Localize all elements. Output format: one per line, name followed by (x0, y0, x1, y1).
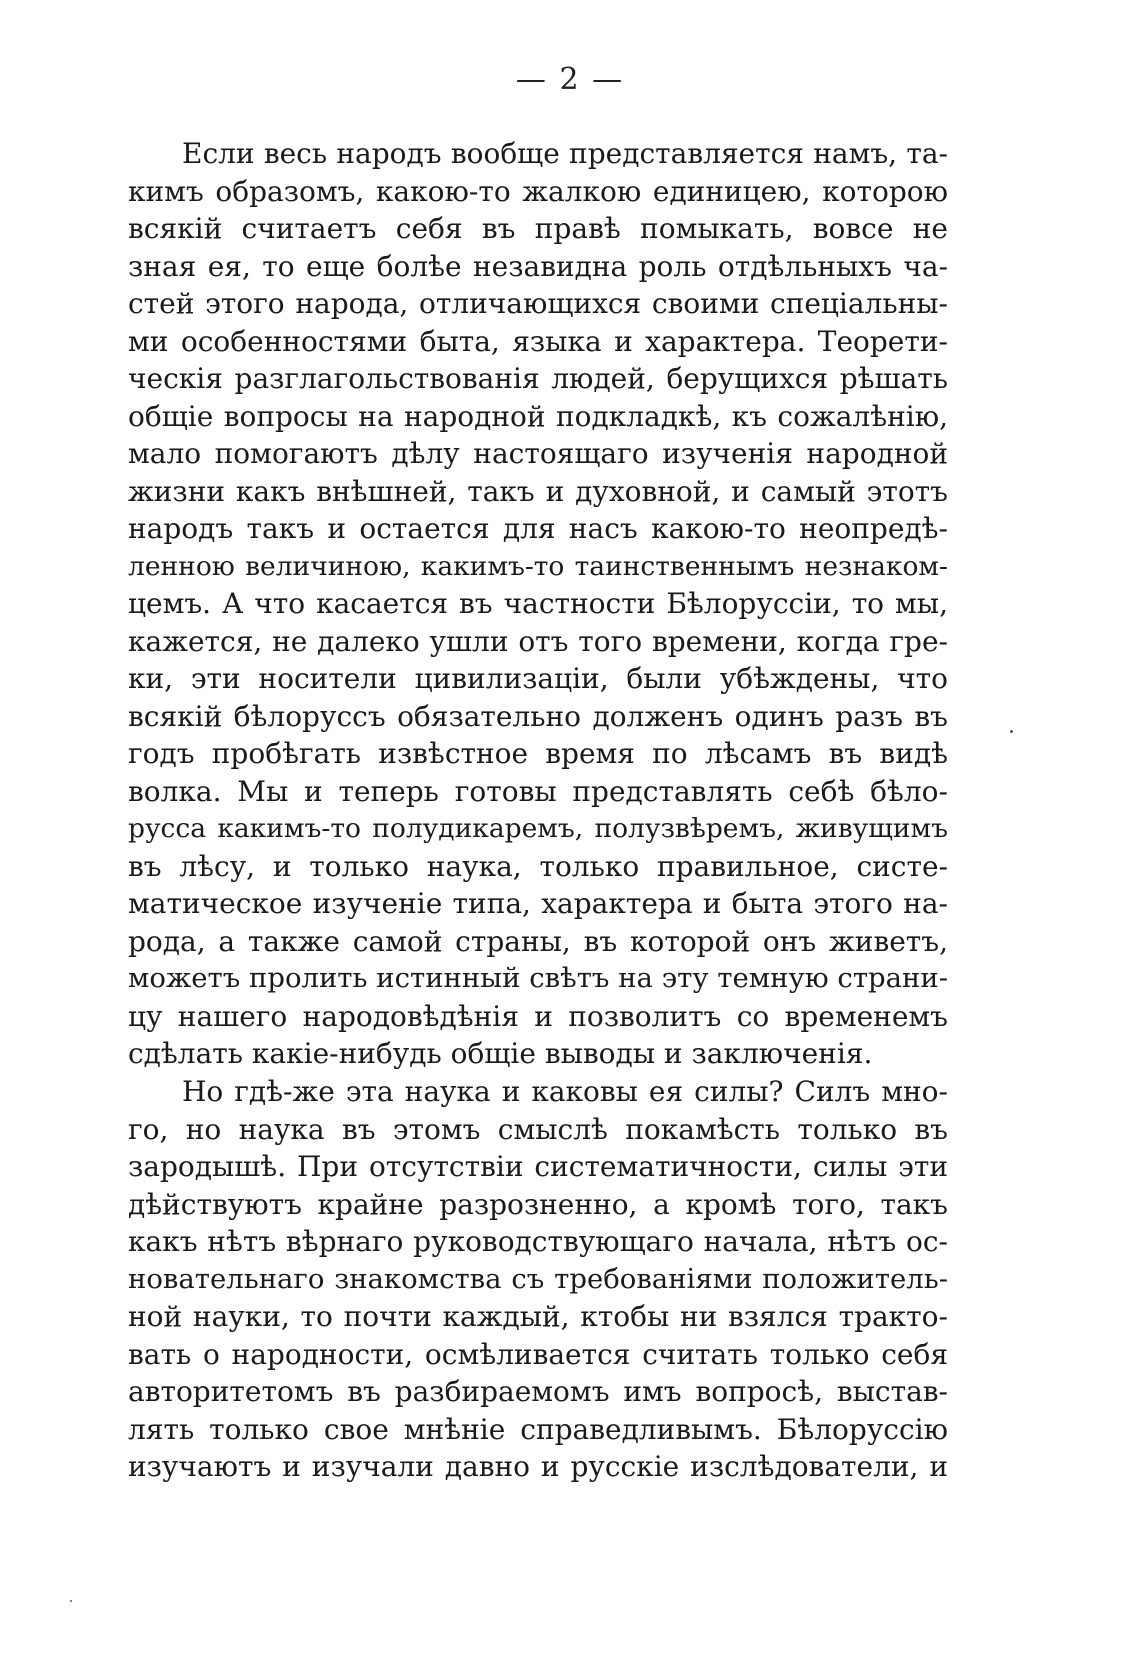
text-line: всякій бѣлоруссъ обязательно долженъ одинъ разъ въ (128, 699, 948, 733)
text-line: изучаютъ и изучали давно и русскіе изслѣдователи, и (128, 1450, 948, 1483)
text-line: Но гдѣ-же эта наука и каковы ея силы? Силъ мно- (182, 1075, 948, 1108)
text-line: общіе вопросы на народной подкладкѣ, къ сожалѣнію, (128, 399, 948, 433)
text-line: всякій считаетъ себя въ правѣ помыкать, вовсе не (128, 212, 948, 245)
text-line: Если весь народъ вообще представляется намъ, та- (182, 137, 948, 170)
paper-speck (1010, 730, 1013, 733)
text-line: годъ пробѣгать извѣстное время по лѣсамъ въ видѣ (128, 737, 948, 770)
text-line: кажется, не далеко ушли отъ того времени, когда гре- (128, 624, 948, 658)
paragraph-2 (128, 1073, 948, 1486)
text-line: русса какимъ-то полудикаремъ, полузвѣремъ, живущимъ (128, 813, 948, 844)
text-line: цу нашего народовѣдѣнія и позволитъ со временемъ (128, 999, 948, 1033)
text-line: какъ нѣтъ вѣрнаго руководствующаго начала, нѣтъ ос- (128, 1225, 948, 1258)
text-line: ческія разглагольствованія людей, берущихся рѣшать (128, 362, 948, 395)
text-line: ленною величиною, какимъ-то таинственнымъ незнаком- (128, 550, 948, 582)
page-number: — 2 — (515, 62, 625, 97)
text-line: матическое изученіе типа, характера и быта этого на- (128, 887, 948, 920)
paragraph-1 (128, 135, 948, 1073)
text-line: кимъ образомъ, какою-то жалкою единицею, которою (128, 174, 948, 208)
text-line: авторитетомъ въ разбираемомъ имъ вопросѣ, выстав- (128, 1375, 948, 1408)
text-line: зародышѣ. При отсутствіи систематичности, силы эти (128, 1150, 948, 1183)
text-line: жизни какъ внѣшней, такъ и духовной, и самый этотъ (128, 474, 948, 508)
text-line: ми особенностями быта, языка и характера. Теорети- (128, 324, 948, 358)
text-line: вать о народности, осмѣливается считать только себя (128, 1337, 948, 1371)
text-line: рода, а также самой страны, въ которой онъ живетъ, (128, 924, 948, 958)
paper-speck (70, 1600, 72, 1602)
text-line: лять только свое мнѣніе справедливымъ. Бѣлоруссію (128, 1412, 948, 1446)
text-line: сдѣлать какіе-нибудь общіе выводы и заключенія. (128, 1037, 873, 1070)
text-line: го, но наука въ этомъ смыслѣ покамѣсть только въ (128, 1112, 948, 1146)
text-line: волка. Мы и теперь готовы представлять себѣ бѣло- (128, 774, 948, 808)
text-line: новательнаго знакомства съ требованіями положитель- (128, 1262, 948, 1295)
text-line: зная ея, то еще болѣе незавидна роль отдѣльныхъ ча- (128, 249, 948, 283)
text-line: народъ такъ и остается для насъ какою-то неопредѣ- (128, 512, 948, 545)
text-line: ной науки, то почти каждый, ктобы ни взялся тракто- (128, 1300, 948, 1333)
text-line: мало помогаютъ дѣлу настоящаго изученія народной (128, 437, 948, 470)
text-line: дѣйствуютъ крайне разрозненно, а кромѣ того, такъ (128, 1187, 948, 1221)
text-line: цемъ. А что касается въ частности Бѣлоруссіи, то мы, (128, 587, 948, 620)
text-line: стей этого народа, отличающихся своими спеціальны- (128, 287, 948, 320)
text-line: можетъ пролить истинный свѣтъ на эту темную страни- (128, 962, 948, 994)
text-line: въ лѣсу, и только наука, только правильное, систе- (128, 849, 948, 883)
text-line: ки, эти носители цивилизаціи, были убѣждены, что (128, 662, 948, 695)
